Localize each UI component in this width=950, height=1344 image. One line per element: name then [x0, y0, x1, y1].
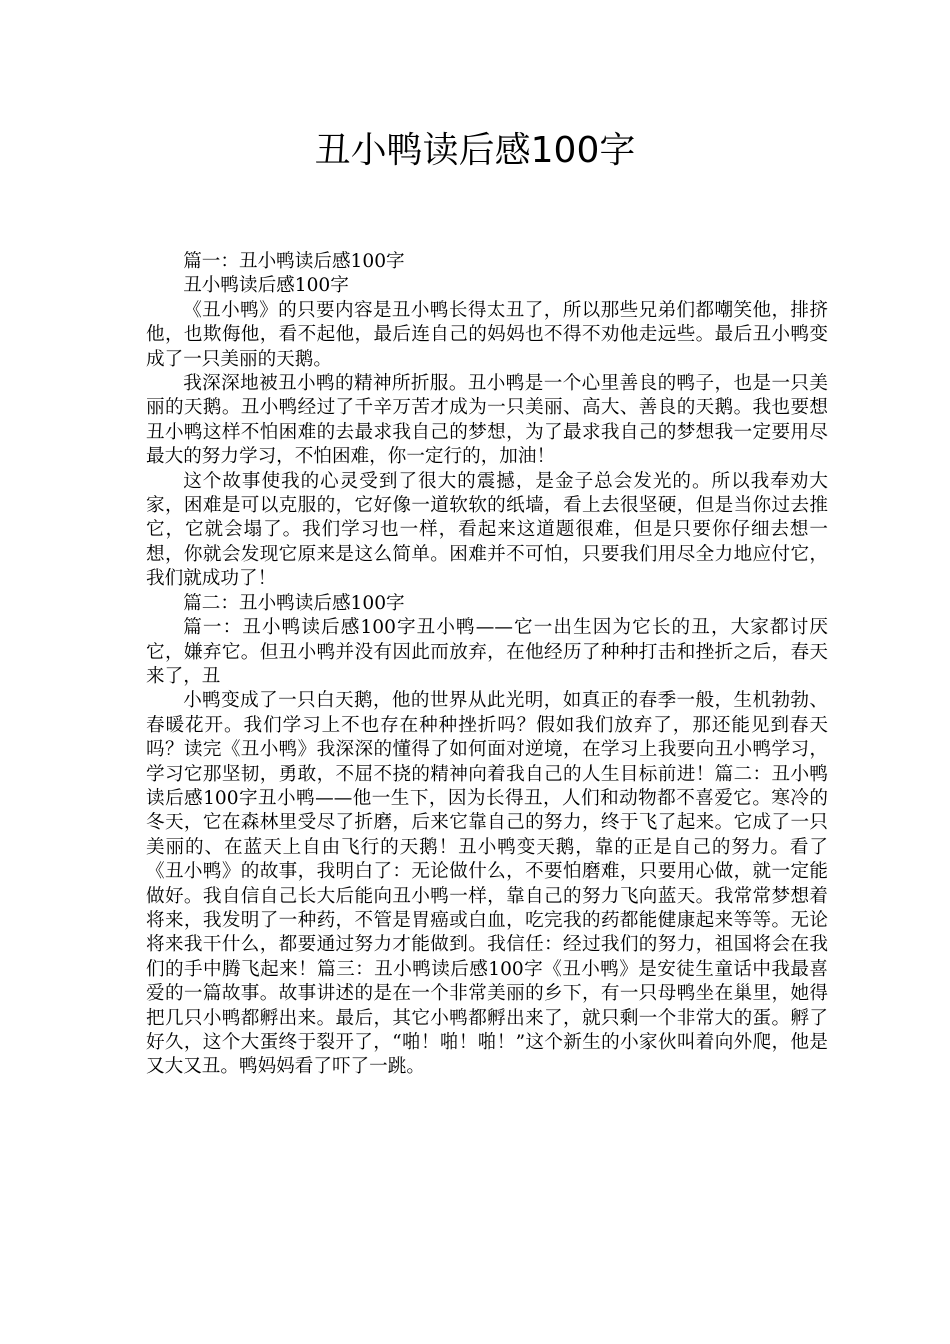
- document-title: 丑小鸭读后感100字: [314, 130, 636, 171]
- paragraph-subtitle: 丑小鸭读后感100字: [183, 275, 349, 297]
- paragraph: 我深深地被丑小鸭的精神所折服。丑小鸭是一个心里善良的鸭子，也是一只美丽的天鹅。丑小鸭经过了千辛万苦才成为一只美丽、高大、善良的天鹅。我也要想丑小鸭这样不怕困难的去最求我自己的梦想，为了最求我自己的梦想我一定要用尽最大的努力学习，不怕困难，你一定行的，加油！: [146, 373, 828, 468]
- paragraph-chapter-heading: 篇二：丑小鸭读后感100字: [183, 592, 405, 614]
- paragraph-chapter-heading: 篇一：丑小鸭读后感100字: [183, 251, 405, 272]
- paragraph: 小鸭变成了一只白天鹅，他的世界从此光明，如真正的春季一般，生机勃勃、春暖花开。我们学习上不也存在种种挫折吗？假如我们放弃了，那还能见到春天吗？读完《丑小鸭》我深深的懂得了如何面对逆境，在学习上我要向丑小鸭学习，学习它那坚韧，勇敢，不屈不挠的精神向着我自己的人生目标前进！篇二：丑小鸭读后感100字丑小鸭——他一生下，因为长得丑，人们和动物都不喜爱它。寒冷的冬天，它在森林里受尽了折磨，后来它靠自己的努力，终于飞了起来。它成了一只美丽的、在蓝天上自由飞行的天鹅！丑小鸭变天鹅，靠的正是自己的努力。看了《丑小鸭》的故事，我明白了：无论做什么，不要怕磨难，只要用心做，就一定能做好。我自信自己长大后能向丑小鸭一样，靠自己的努力飞向蓝天。我常常梦想着将来，我发明了一种药，不管是胃癌或白血，吃完我的药都能健康起来等等。无论将来我干什么，都要通过努力才能做到。我信任：经过我们的努力，祖国将会在我们的手中腾飞起来！篇三：丑小鸭读后感100字《丑小鸭》是安徒生童话中我最喜爱的一篇故事。故事讲述的是在一个非常美丽的乡下，有一只母鸭坐在巢里，她得把几只小鸭都孵出来。最后，其它小鸭都孵出来了，就只剩一个非常大的蛋。孵了好久，这个大蛋终于裂开了，“啪！啪！啪！”这个新生的小家伙叫着向外爬，他是又大又丑。鸭妈妈看了吓了一跳。: [146, 690, 828, 1078]
- document-body: [146, 250, 828, 1080]
- paragraph: 《丑小鸭》的只要内容是丑小鸭长得太丑了，所以那些兄弟们都嘲笑他，排挤他，也欺侮他，看不起他，最后连自己的妈妈也不得不劝他走远些。最后丑小鸭变成了一只美丽的天鹅。: [146, 299, 828, 370]
- paragraph: 这个故事使我的心灵受到了很大的震撼，是金子总会发光的。所以我奉劝大家，困难是可以克服的，它好像一道软软的纸墙，看上去很坚硬，但是当你过去推它，它就会塌了。我们学习也一样，看起来这道题很难，但是只要你仔细去想一想，你就会发现它原来是这么简单。困难并不可怕，只要我们用尽全力地应付它，我们就成功了！: [146, 470, 828, 590]
- paragraph: 篇一：丑小鸭读后感100字丑小鸭——它一出生因为它长的丑，大家都讨厌它，嫌弃它。但丑小鸭并没有因此而放弃，在他经历了种种打击和挫折之后，春天来了，丑: [146, 617, 828, 687]
